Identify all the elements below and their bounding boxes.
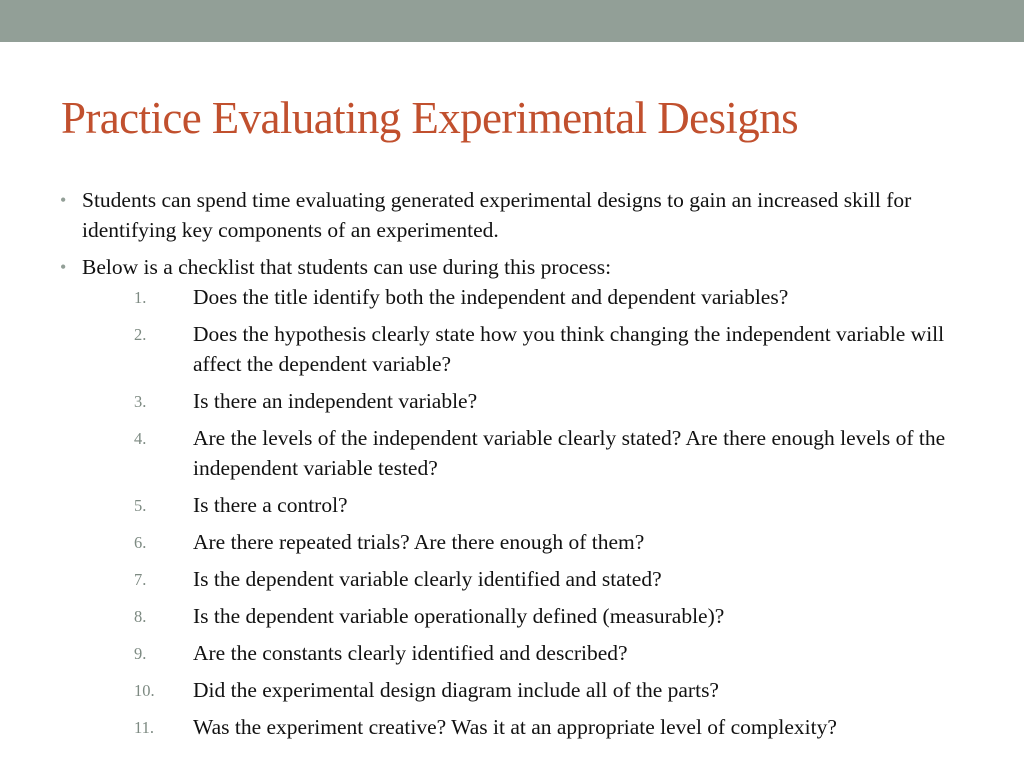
bullet-text: Students can spend time evaluating generated experimental designs to gain an increased skill for identifying key components of an experimented.: [82, 188, 912, 242]
checklist-item: [82, 712, 960, 742]
checklist-text: Is there an independent variable?: [193, 389, 478, 413]
slide-content: [60, 185, 960, 749]
checklist-number: 1.: [134, 288, 147, 307]
checklist-item: [82, 423, 960, 483]
checklist-text: Was the experiment creative? Was it at an appropriate level of complexity?: [193, 715, 837, 739]
checklist-number: 5.: [134, 496, 147, 515]
checklist-item: [82, 386, 960, 416]
bullet-marker: •: [60, 257, 67, 277]
checklist-text: Does the title identify both the independent and dependent variables?: [193, 285, 789, 309]
checklist-text: Did the experimental design diagram include all of the parts?: [193, 678, 719, 702]
checklist-number: 11.: [134, 718, 155, 737]
checklist-number: 4.: [134, 429, 147, 448]
bullet-list: [60, 185, 960, 742]
checklist-item: [82, 490, 960, 520]
checklist-number: 8.: [134, 607, 147, 626]
checklist-number: 2.: [134, 325, 147, 344]
checklist-text: Is the dependent variable operationally defined (measurable)?: [193, 604, 725, 628]
bullet-text: Below is a checklist that students can use during this process:: [82, 255, 612, 279]
checklist-item: [82, 638, 960, 668]
checklist-text: Are the constants clearly identified and described?: [193, 641, 628, 665]
checklist-text: Is there a control?: [193, 493, 348, 517]
checklist-text: Does the hypothesis clearly state how you think changing the independent variable will affect the dependent variable?: [193, 322, 945, 376]
checklist-item: [82, 564, 960, 594]
checklist-number: 7.: [134, 570, 147, 589]
checklist-number: 6.: [134, 533, 147, 552]
bullet-marker: •: [60, 190, 67, 210]
bullet-item: [60, 185, 960, 245]
checklist: [82, 282, 960, 742]
slide-title: Practice Evaluating Experimental Designs: [61, 93, 799, 143]
checklist-text: Are there repeated trials? Are there enough of them?: [193, 530, 645, 554]
checklist-number: 9.: [134, 644, 147, 663]
checklist-number: 10.: [134, 681, 155, 700]
checklist-number: 3.: [134, 392, 147, 411]
checklist-item: [82, 282, 960, 312]
checklist-text: Is the dependent variable clearly identified and stated?: [193, 567, 662, 591]
checklist-item: [82, 319, 960, 379]
checklist-text: Are the levels of the independent variable clearly stated? Are there enough levels of the independent variable tested?: [193, 426, 946, 480]
checklist-item: [82, 527, 960, 557]
bullet-item: [60, 252, 960, 742]
top-accent-bar: [0, 0, 1024, 42]
checklist-item: [82, 675, 960, 705]
checklist-item: [82, 601, 960, 631]
